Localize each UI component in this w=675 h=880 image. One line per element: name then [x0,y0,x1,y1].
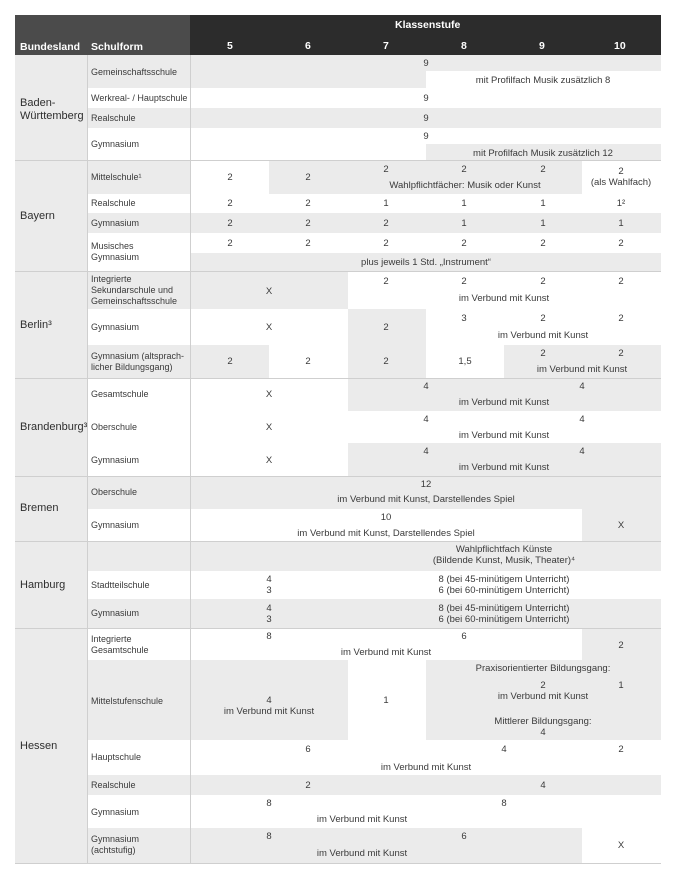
cell-value: 2 [227,356,233,367]
row-bg [87,775,661,795]
cell-value: 2 [383,356,389,367]
cell-value: 2 [540,348,546,359]
cell-value: im Verbund mit Kunst, Darstellendes Spiel [337,494,515,505]
cell-value: 4 [501,744,507,755]
grade-8-header: 8 [461,40,467,52]
cell-value: im Verbund mit Kunst [458,397,550,408]
row-bg [87,108,661,128]
cell-value: 2 [461,238,467,249]
cell-value: X [265,455,273,466]
cell-value: 8 [266,798,272,809]
school-label: Gesamtschule [91,389,149,399]
cell-value: 2 [461,276,467,287]
separator [190,55,191,863]
cell-value: im Verbund mit Kunst [316,814,408,825]
school-label: Gymnasium [91,807,140,817]
school-label: Integrierte Gesamtschule [91,634,149,655]
school-label: Gymnasium (altsprach- licher Bildungsgang) [91,351,185,372]
grade-9-header: 9 [539,40,545,52]
cell-value: 2 [227,218,233,229]
cell-value: 2 (als Wahlfach) [590,166,652,188]
cell-value: 1 [461,198,467,209]
cell-value: im Verbund mit Kunst [497,330,589,341]
cell-value: mit Profilfach Musik zusätzlich 8 [475,75,611,86]
state-label: Hamburg [20,579,66,591]
cell-value: 1² [616,198,626,209]
school-label: Integrierte Sekundarschule und Gemeinschaftsschule [91,274,178,306]
grade-5-header: 5 [227,40,233,52]
cell-value: 4 3 [266,574,272,596]
separator [15,541,661,542]
cell-value: 2 [227,172,233,183]
cell-value: 4 [423,446,429,457]
school-label: Realschule [91,113,136,123]
cell-value: 2 [540,276,546,287]
cell-value: 8 [501,798,507,809]
cell-value: X [265,286,273,297]
school-label: Realschule [91,780,136,790]
cell-value: 2 [618,348,624,359]
separator [15,628,661,629]
school-label: Mittelstufenschule [91,696,164,706]
cell-value: 8 (bei 45-minütigem Unterricht) 6 (bei 60-minütigem Unterricht) [438,603,570,625]
row-bg [87,411,661,443]
cell-value: Praxisorientierter Bildungsgang: [475,663,611,674]
school-label: Mittelschule¹ [91,172,142,182]
cell-value: 8 [266,831,272,842]
school-label: Musisches Gymnasium [91,241,140,262]
school-label: Stadtteilschule [91,580,150,590]
state-label: Baden- Württemberg [20,97,84,122]
cell-value: 4 3 [266,603,272,625]
school-label: Oberschule [91,487,138,497]
cell-value: 1 [540,198,546,209]
cell-value: 2 [383,164,389,175]
cell-value: 2 [383,218,389,229]
state-label: Bremen [20,502,59,514]
state-label: Brandenburg³ [20,421,88,433]
cell-value: 3 [461,313,467,324]
cell-value: 2 [305,218,311,229]
cell-value: 2 im Verbund mit Kunst [497,680,589,702]
cell-value: 2 [540,164,546,175]
school-label: Gymnasium (achtstufig) [91,834,140,855]
school-label: Gymnasium [91,608,140,618]
separator [15,378,661,379]
cell-value: 2 [305,172,311,183]
cell-value: 2 [540,238,546,249]
cell-value: 2 [383,238,389,249]
separator [15,271,661,272]
cell-value: im Verbund mit Kunst [316,848,408,859]
grade-6-header: 6 [305,40,311,52]
cell-value: Wahlpflichtfächer: Musik oder Kunst [389,180,541,191]
cell-value: 9 [423,113,429,124]
school-label: Werkreal- / Hauptschule [91,93,188,103]
cell-value: 9 [423,93,429,104]
cell-value: Wahlpflichtfach Künste (Bildende Kunst, Musik, Theater)⁴ [432,544,576,566]
cell-value: 1 [461,218,467,229]
state-label: Bayern [20,210,55,222]
cell-value: 8 [266,631,272,642]
grade-7-header: 7 [383,40,389,52]
cell-value: 9 [423,131,429,142]
cell-value: 1 [540,218,546,229]
school-label: Gymnasium [91,218,140,228]
cell-value: 2 [383,276,389,287]
cell-value: 2 [227,198,233,209]
cell-value: 4 [423,381,429,392]
cell-value: plus jeweils 1 Std. „Instrument“ [361,257,491,268]
separator [15,863,661,864]
cell-value: 10 [380,512,392,523]
school-label: Gymnasium [91,455,140,465]
cell-value: im Verbund mit Kunst [340,647,432,658]
cell-value: 6 [461,631,467,642]
cell-value: 6 [461,831,467,842]
school-label: Gymnasium [91,520,140,530]
cell-value: 6 [305,744,311,755]
cell-value: 1 [383,198,389,209]
cell-value: 2 [227,238,233,249]
cell-value: 2 [461,164,467,175]
header-state-label: Bundesland [20,41,81,53]
cell-value: im Verbund mit Kunst [458,462,550,473]
school-label: Gemeinschaftsschule [91,67,178,77]
cell-value: 1 [618,218,624,229]
cell-value: X [617,520,625,531]
cell-value: 4 [423,414,429,425]
school-label: Gymnasium [91,322,140,332]
cell-value: 4 [579,446,585,457]
cell-value: im Verbund mit Kunst, Darstellendes Spiel [297,528,475,539]
cell-value: 2 [383,322,389,333]
school-label: Gymnasium [91,139,140,149]
cell-value: 2 [618,744,624,755]
row-bg [87,194,661,213]
cell-value: X [265,422,273,433]
cell-value: 2 [618,276,624,287]
row-bg [87,213,661,233]
row-bg [87,599,661,628]
separator [15,476,661,477]
school-label: Realschule [91,198,136,208]
separator [87,55,88,863]
cell-value: 8 (bei 45-minütigem Unterricht) 6 (bei 60-minütigem Unterricht) [438,574,570,596]
state-label: Berlin³ [20,319,52,331]
row-bg [87,740,661,775]
cell-value: Mittlerer Bildungsgang: 4 [494,716,592,738]
cell-value: 4 [579,381,585,392]
cell-value: im Verbund mit Kunst [458,293,550,304]
row-bg [87,571,661,599]
cell-value: im Verbund mit Kunst [380,762,472,773]
cell-value: 2 [540,313,546,324]
cell-value: X [617,840,625,851]
cell-value: im Verbund mit Kunst [536,364,628,375]
cell-value: 2 [618,238,624,249]
cell-value: 1 [383,695,389,706]
row-bg [87,160,661,194]
cell-value: 2 [305,238,311,249]
header-grades-row [190,35,661,55]
cell-value: im Verbund mit Kunst [458,430,550,441]
state-label: Hessen [20,740,58,752]
cell-value: 4 im Verbund mit Kunst [223,695,315,717]
cell-value: 2 [305,198,311,209]
cell-value: 2 [618,313,624,324]
cell-value: 4 [579,414,585,425]
school-label: Oberschule [91,422,138,432]
cell-value: 2 [618,640,624,651]
cell-value: 9 [423,58,429,69]
grade-10-header: 10 [614,40,626,52]
cell-value: 2 [305,356,311,367]
cell-value: 12 [420,479,432,490]
cell-value: 2 [305,780,311,791]
cell-value: 1 [618,680,624,691]
separator [15,160,661,161]
header-group-label: Klassenstufe [395,19,461,31]
cell-value: 4 [540,780,546,791]
header-school-label: Schulform [91,41,143,53]
cell-value: X [265,389,273,400]
cell-value: 1,5 [458,356,472,367]
school-label: Hauptschule [91,752,142,762]
cell-value: X [265,322,273,333]
cell-value: mit Profilfach Musik zusätzlich 12 [473,148,613,159]
